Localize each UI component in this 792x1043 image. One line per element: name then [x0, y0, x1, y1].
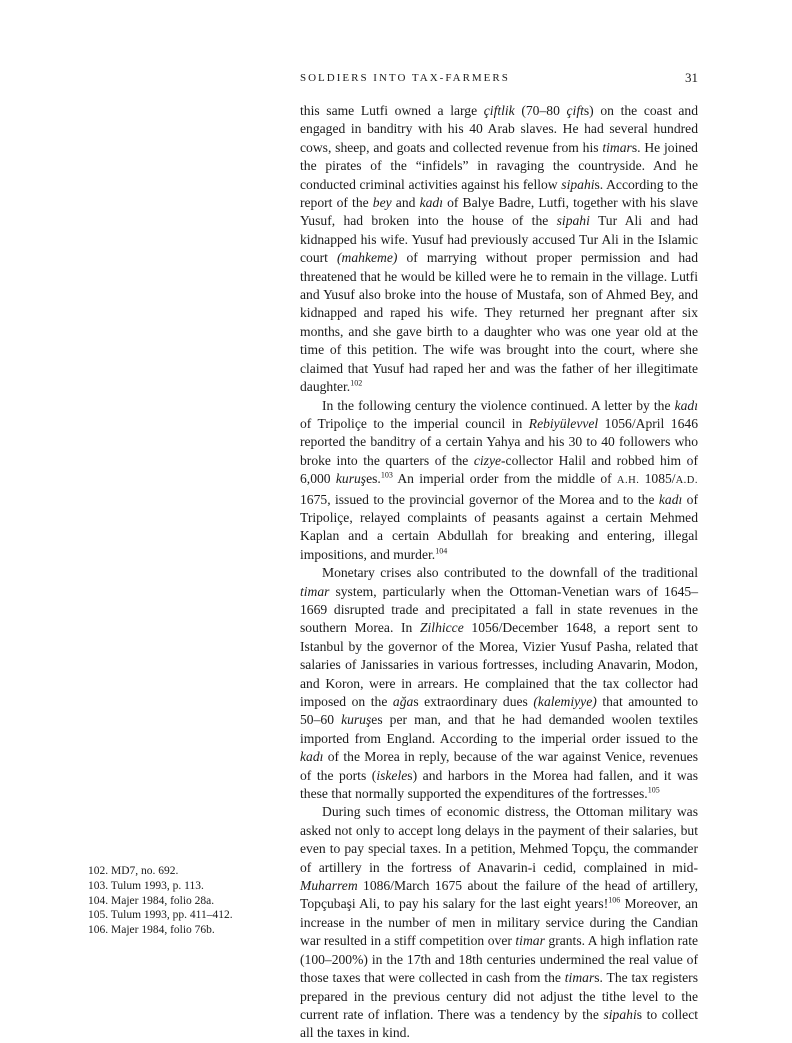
italic-term: ağa	[392, 694, 414, 709]
italic-term: (mahkeme)	[337, 250, 398, 266]
italic-term: kadı	[419, 195, 443, 211]
footnote-ref: 105	[647, 785, 660, 795]
text-run: system, particularly when the Ottoman-Venetian wars of 1645–1669 disrupted trade and precipitated a fall in state revenues in the southern Morea. In	[300, 583, 698, 636]
text-run: of Tripoliçe to the imperial council in	[300, 415, 529, 431]
footnote: 104. Majer 1984, folio 28a.	[88, 894, 215, 907]
text-run: 1056/April 1646 reported the banditry of a certain Yahya and his 30 to 40 followers who broke into the quarters of the	[300, 415, 698, 468]
text-run: es.	[366, 471, 381, 487]
italic-term: timar	[300, 583, 330, 599]
text-run: Tur Ali and had kidnapped his wife. Yusuf had previously accused Tur Ali in the Islamic court	[300, 213, 698, 266]
text-run: s) and harbors in the Morea had fallen, and it was these that normally supported the expenditures of the fortresses.	[300, 767, 699, 802]
footnote-ref: 102	[350, 378, 363, 388]
italic-term: cizye	[473, 452, 502, 468]
text-run: 1675, issued to the provincial governor of the Morea and to the	[300, 491, 659, 507]
text-run: s to collect all the taxes in kind.	[300, 1006, 699, 1041]
italic-term: timar	[602, 139, 632, 155]
text-run: 1056/December 1648, a report sent to Istanbul by the governor of the Morea, Vizier Yusuf Pasha, related that salaries of Janissaries in various fortresses, including Anavarin, Modon, and Koron, were in arrears. He complained that the tax collector had imposed on the	[300, 620, 698, 709]
italic-term: kuruş	[341, 712, 372, 728]
footnote-ref: 106	[608, 895, 621, 905]
text-run: s extraordinary dues	[413, 694, 534, 709]
text-run: -collector Halil and robbed him of 6,000	[300, 452, 698, 487]
italic-term: bey	[372, 195, 392, 211]
text-run: s. He joined the pirates of the “infidels” in ravaging the countryside. And he conducted criminal activities against his fellow	[300, 139, 698, 192]
text-run: (70–80	[514, 103, 567, 118]
footnotes	[88, 864, 288, 938]
italic-term: iskele	[376, 767, 408, 783]
italic-term: sipahi	[556, 213, 590, 229]
paragraph	[300, 564, 698, 803]
footnote: 106. Majer 1984, folio 76b.	[88, 924, 215, 937]
text-run: of the Morea in reply, because of the war against Venice, revenues of the ports (	[300, 749, 698, 783]
text-run: s. The tax registers prepared in the previous century did not adjust the tithe level to the current rate of inflation. There was a tendency by the	[300, 970, 698, 1022]
italic-term: sipahi	[603, 1006, 637, 1022]
text-run: of marrying without proper permission and had threatened that he would be killed were he to remain in the village. Lutfi and Yusuf also broke into the house of Mustafa, son of Ahmed Bey, and kidnapped and raped his wife. They returned her pregnant after six months, and she gave birth to a daughter who was one year old at the time of this petition. The wife was brought into the court, where she claimed that Yusuf had raped her and was the father of her illegitimate daughter.	[300, 250, 698, 395]
text-run: grants. A high inflation rate (100–200%) in the 17th and 18th centuries undermined the real value of those taxes that were collected in cash from the	[300, 933, 699, 986]
text-run: An imperial order from the middle of	[392, 471, 617, 487]
text-run: of Tripoliçe, relayed complaints of peasants against a certain Mehmed Kaplan and a certain Abdullah for breaking and entering, illegal impositions, and murder.	[300, 491, 698, 562]
paragraph	[300, 102, 698, 397]
italic-term: Zilhicce	[419, 620, 464, 636]
footnote-ref: 103	[380, 470, 393, 480]
text-run: that amounted to 50–60	[300, 694, 698, 728]
italic-term: kadı	[674, 397, 698, 413]
text-run: of Balye Badre, Lutfi, together with his slave Yusuf, had broken into the house of the	[300, 195, 698, 229]
italic-term: çiftlik	[483, 103, 515, 118]
paragraph	[300, 397, 698, 565]
text-run: During such times of economic distress, the Ottoman military was asked not only to accept long delays in the payment of their salaries, but even to pay special taxes. In a petition, Mehmed Topçu, the commander of artillery in the fortress of Anavarin-i cedid, complained in mid-	[300, 804, 698, 875]
era-abbrev: A.H.	[616, 475, 640, 487]
body-text	[300, 102, 698, 1043]
italic-term: Rebiyülevvel	[528, 415, 599, 431]
italic-term: timar	[564, 970, 595, 986]
paragraph	[300, 803, 698, 1042]
italic-term: kuruş	[335, 471, 367, 487]
italic-term: sipahi	[561, 176, 595, 192]
text-run: 1085/	[639, 471, 676, 487]
text-run: and	[391, 195, 420, 211]
text-run: In the following century the violence continued. A letter by the	[322, 397, 675, 413]
text-run: Monetary crises also contributed to the downfall of the traditional	[322, 565, 698, 581]
italic-term: (kalemiyye)	[533, 694, 597, 709]
page-number: 31	[685, 70, 698, 85]
text-run: s. According to the report of the	[300, 176, 698, 211]
italic-term: kadı	[658, 491, 683, 507]
italic-term: kadı	[300, 749, 324, 765]
italic-term: çift	[566, 103, 584, 118]
running-header	[300, 68, 698, 88]
text-run: Moreover, an increase in the number of men in military service during the Candian war resulted in a stiff competition over	[300, 896, 698, 949]
footnote: 103. Tulum 1993, p. 113.	[88, 879, 204, 892]
running-title: SOLDIERS INTO TAX-FARMERS	[300, 72, 510, 84]
text-run: this same Lutfi owned a large	[300, 103, 484, 118]
footnote-ref: 104	[435, 546, 448, 556]
italic-term: Muharrem	[300, 878, 358, 894]
text-run: 1086/March 1675 about the failure of the head of artillery, Topçubaşi Ali, to pay his salary for the last eight years!	[300, 878, 698, 912]
footnote: 102. MD7, no. 692.	[88, 865, 179, 877]
footnote: 105. Tulum 1993, pp. 411–412.	[88, 909, 233, 922]
era-abbrev: A.D.	[675, 475, 698, 487]
italic-term: timar	[515, 933, 545, 949]
text-run: es per man, and that he had demanded woolen textiles imported from England. According to the imperial order issued to the	[300, 712, 698, 746]
text-run: s) on the coast and engaged in banditry with his 40 Arab slaves. He had several hundred cows, sheep, and goats and collected revenue from his	[300, 103, 699, 155]
